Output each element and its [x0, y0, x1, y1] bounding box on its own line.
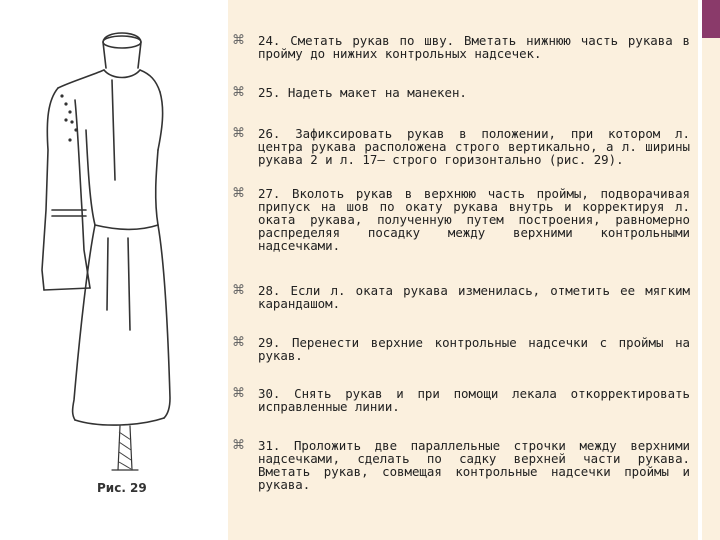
list-item	[232, 34, 690, 60]
list-item	[232, 336, 690, 362]
bullet-icon: ⌘	[232, 33, 245, 48]
list-item	[232, 439, 690, 491]
list-item-text: 29. Перенести верхние контрольные надсечки с проймы на рукав.	[258, 335, 690, 363]
bullet-icon: ⌘	[232, 335, 245, 350]
figure-caption: Рис. 29	[97, 481, 147, 495]
list-item	[232, 284, 690, 310]
list-item-text: 28. Если л. оката рукава изменилась, отметить ее мягким карандашом.	[258, 283, 690, 311]
dress-on-mannequin-drawing	[0, 0, 228, 540]
dress-figure	[0, 0, 228, 540]
list-item-text: 27. Вколоть рукав в верхнюю часть проймы, подворачивая припуск на шов по окату рукава внутрь и корректируя л. оката рукава, полученную путем построения, равномерно распределяя посадку между верхними контрольными надсечками.	[258, 186, 690, 253]
list-item-text: 24. Сметать рукав по шву. Вметать нижнюю часть рукава в пройму до нижних контрольных надсечек.	[258, 33, 690, 61]
list-item	[232, 127, 690, 166]
bullet-icon: ⌘	[232, 386, 245, 401]
list-item-text: 31. Проложить две параллельные строчки между верхними надсечками, сделать по садку верхней части рукава. Вметать рукав, совмещая контрольные надсечки проймы и рукава.	[258, 438, 690, 492]
list-item	[232, 387, 690, 413]
bullet-icon: ⌘	[232, 85, 245, 100]
bullet-icon: ⌘	[232, 186, 245, 201]
bullet-icon: ⌘	[232, 126, 245, 141]
list-item-text: 25. Надеть макет на манекен.	[258, 85, 467, 100]
accent-divider	[698, 0, 702, 540]
list-item	[232, 187, 690, 252]
list-item-text: 30. Снять рукав и при помощи лекала откорректировать исправленные линии.	[258, 386, 690, 414]
list-item-text: 26. Зафиксировать рукав в положении, при котором л. центра рукава расположена строго вертикально, а л. ширины рукава 2 и л. 17— строго горизонтально (рис. 29).	[258, 126, 690, 167]
bullet-icon: ⌘	[232, 438, 245, 453]
list-item	[232, 86, 690, 99]
bullet-icon: ⌘	[232, 283, 245, 298]
